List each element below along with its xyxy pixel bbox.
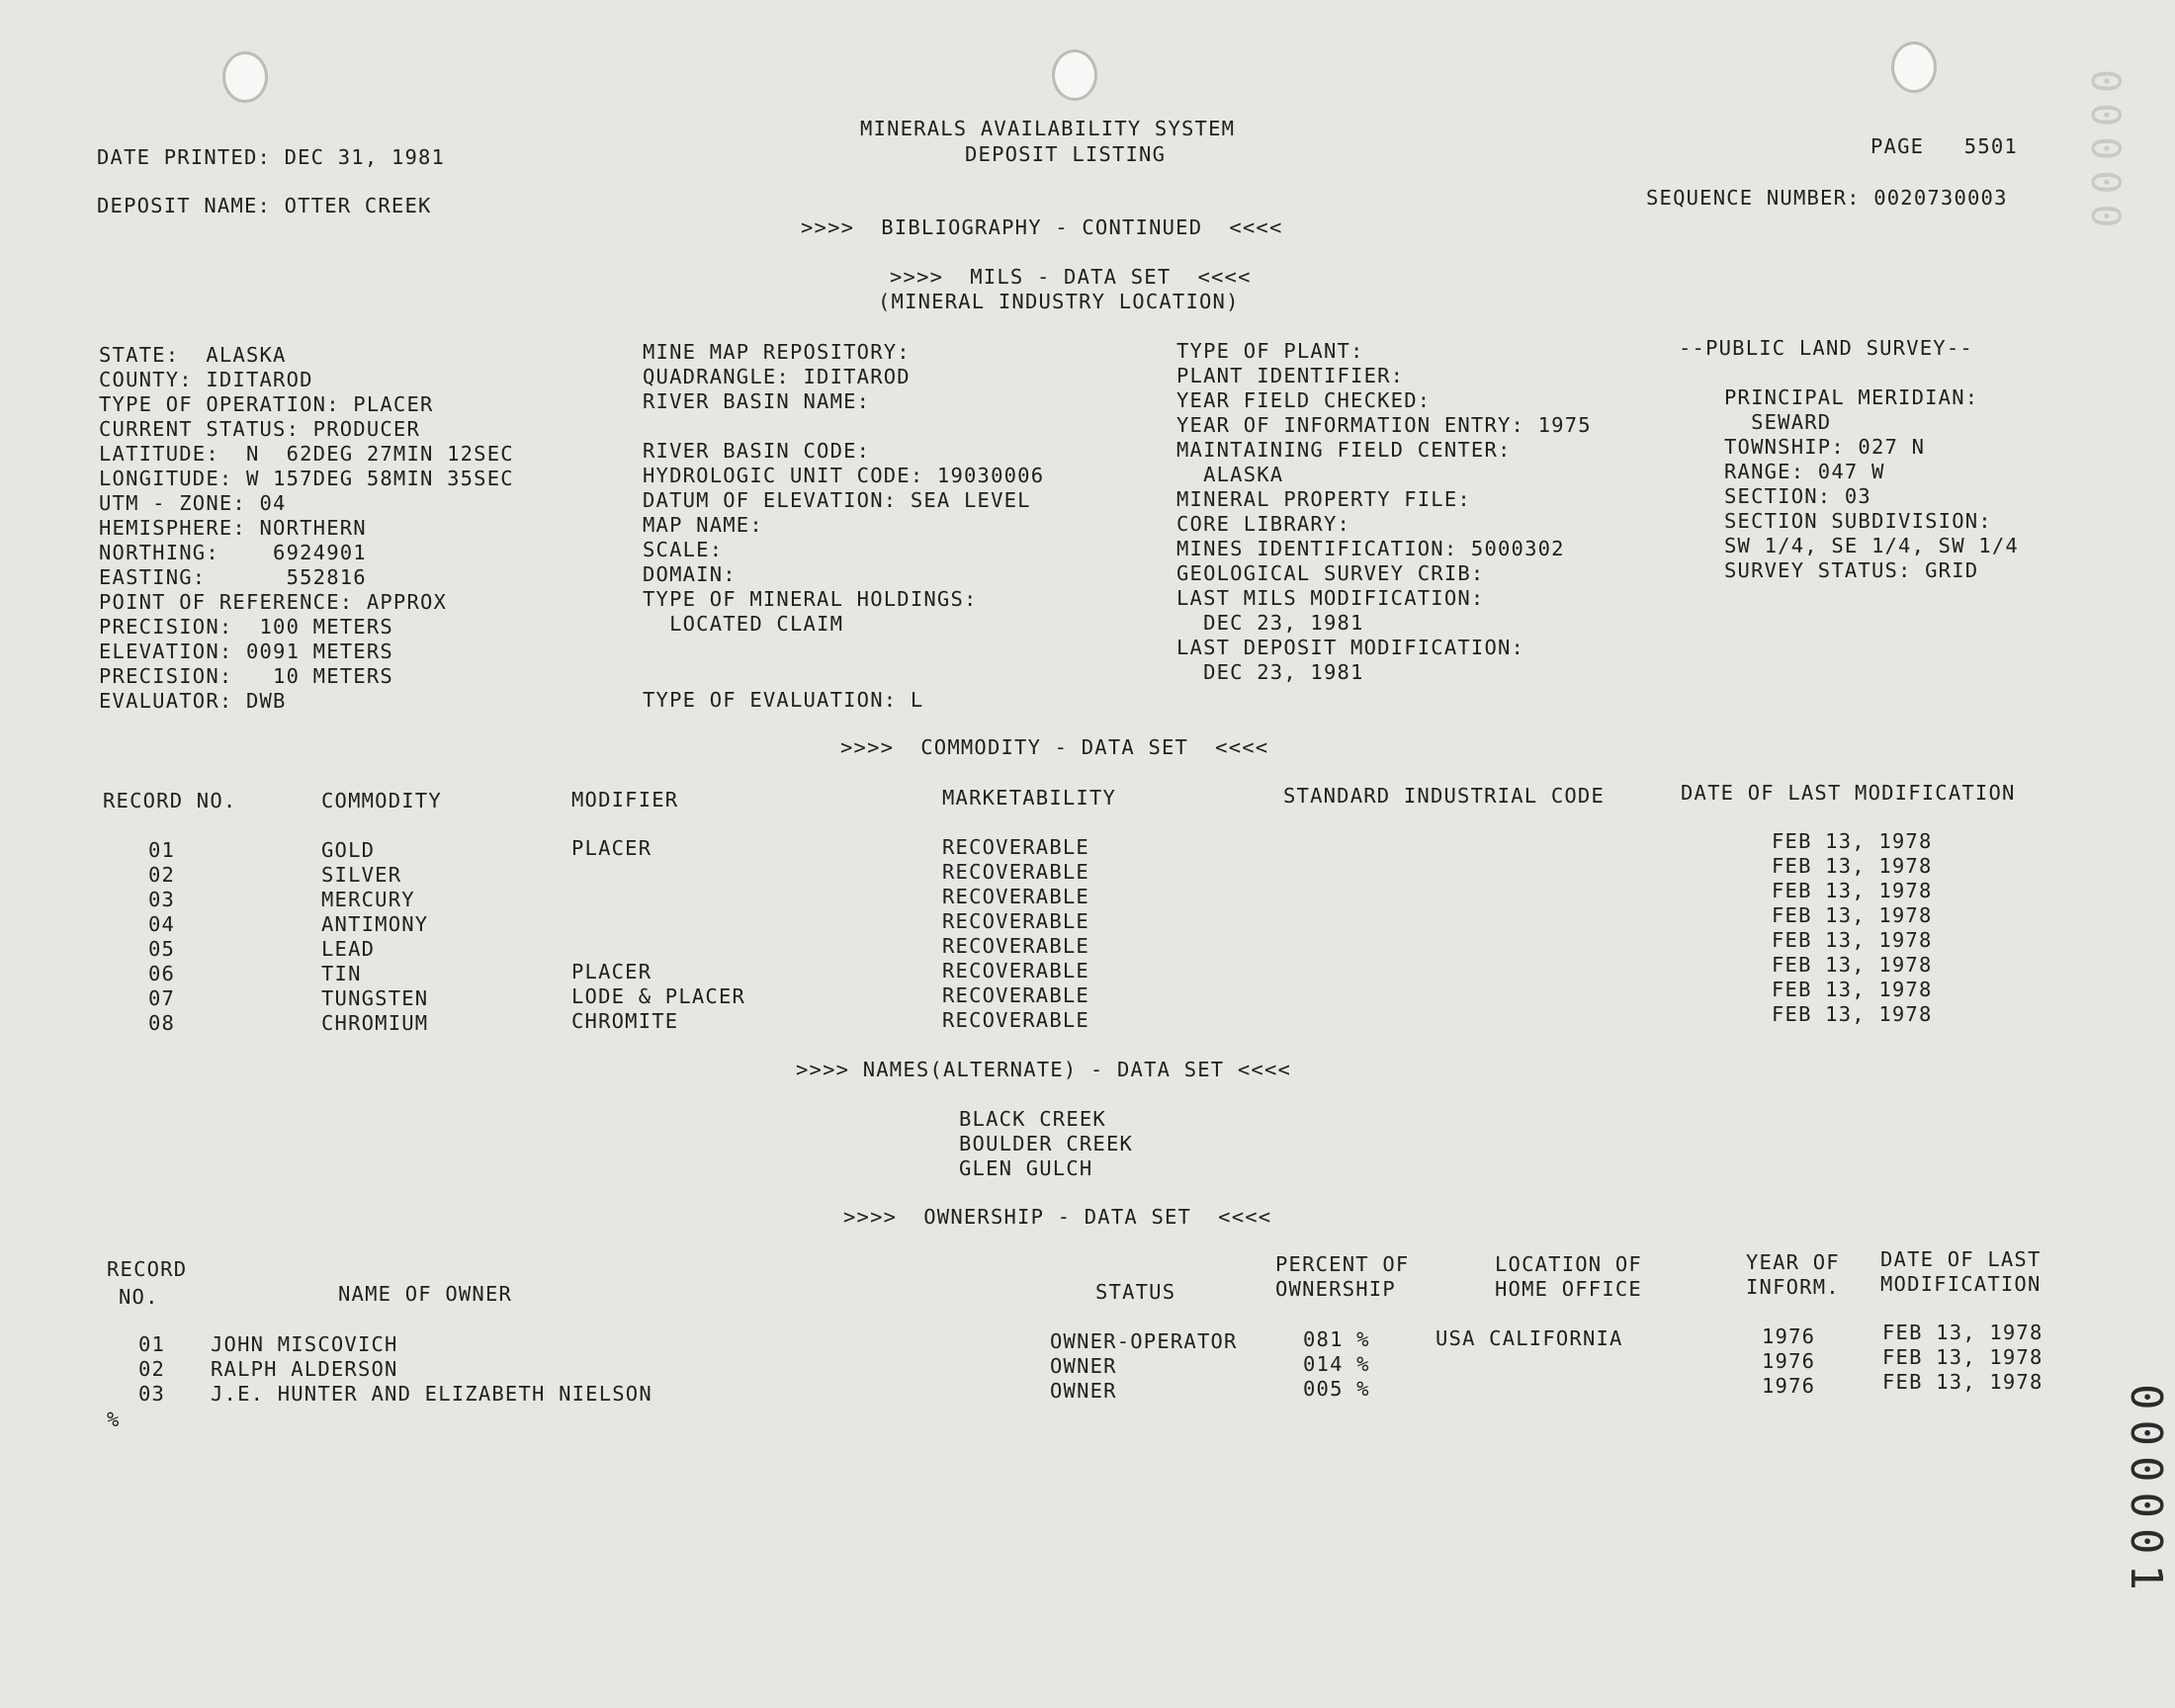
mils-field: QUADRANGLE: IDITAROD bbox=[643, 365, 911, 388]
table-cell: CHROMITE bbox=[571, 1009, 679, 1033]
table-cell: RECOVERABLE bbox=[942, 885, 1089, 908]
mils-field: LOCATED CLAIM bbox=[643, 612, 844, 636]
punch-hole-right bbox=[1891, 42, 1937, 93]
mils-field: MINE MAP REPOSITORY: bbox=[643, 340, 911, 364]
column-header: RECORD bbox=[107, 1257, 188, 1281]
mils-field: HEMISPHERE: NORTHERN bbox=[99, 516, 367, 540]
table-cell: CHROMIUM bbox=[321, 1011, 429, 1035]
mils-field: SECTION: 03 bbox=[1724, 484, 1871, 508]
mils-field: TYPE OF EVALUATION: L bbox=[643, 688, 924, 712]
mils-field: CORE LIBRARY: bbox=[1176, 512, 1351, 536]
mils-field: DOMAIN: bbox=[643, 562, 737, 586]
table-cell: RECOVERABLE bbox=[942, 835, 1089, 859]
table-cell: SILVER bbox=[321, 863, 402, 887]
mils-field: STATE: ALASKA bbox=[99, 343, 287, 367]
table-cell: RECOVERABLE bbox=[942, 959, 1089, 982]
mils-field: LAST DEPOSIT MODIFICATION: bbox=[1176, 636, 1525, 659]
mils-field: YEAR OF INFORMATION ENTRY: 1975 bbox=[1176, 413, 1592, 437]
table-cell: GOLD bbox=[321, 838, 376, 862]
table-cell: J.E. HUNTER AND ELIZABETH NIELSON bbox=[211, 1382, 652, 1406]
mils-field: SCALE: bbox=[643, 538, 724, 561]
mils-field: SECTION SUBDIVISION: bbox=[1724, 509, 1992, 533]
mils-field: SW 1/4, SE 1/4, SW 1/4 bbox=[1724, 534, 2019, 557]
punch-hole-center bbox=[1052, 49, 1097, 101]
table-cell: 014 % bbox=[1303, 1352, 1370, 1376]
list-item: BLACK CREEK bbox=[959, 1107, 1106, 1131]
table-cell: 08 bbox=[148, 1011, 176, 1035]
table-cell: 02 bbox=[138, 1357, 166, 1381]
table-cell: TIN bbox=[321, 962, 362, 985]
table-cell: 06 bbox=[148, 962, 176, 985]
table-cell: RALPH ALDERSON bbox=[211, 1357, 398, 1381]
mils-field: MINES IDENTIFICATION: 5000302 bbox=[1176, 537, 1565, 560]
table-cell: RECOVERABLE bbox=[942, 983, 1089, 1007]
mils-heading: >>>> MILS - DATA SET <<<< bbox=[890, 265, 1252, 289]
mils-field: YEAR FIELD CHECKED: bbox=[1176, 388, 1432, 412]
table-cell: USA CALIFORNIA bbox=[1436, 1326, 1623, 1350]
table-cell: JOHN MISCOVICH bbox=[211, 1332, 398, 1356]
punch-hole-left bbox=[222, 51, 268, 103]
table-cell: FEB 13, 1978 bbox=[1772, 978, 1933, 1001]
table-cell: FEB 13, 1978 bbox=[1882, 1321, 2044, 1344]
mils-field: TYPE OF OPERATION: PLACER bbox=[99, 392, 434, 416]
table-cell: PLACER bbox=[571, 960, 652, 983]
table-cell: 01 bbox=[138, 1332, 166, 1356]
list-item: GLEN GULCH bbox=[959, 1156, 1093, 1180]
table-cell: FEB 13, 1978 bbox=[1772, 1002, 1933, 1026]
mils-field: MAINTAINING FIELD CENTER: bbox=[1176, 438, 1512, 462]
mils-field: COUNTY: IDITAROD bbox=[99, 368, 313, 391]
mils-field: MAP NAME: bbox=[643, 513, 763, 537]
table-cell: 04 bbox=[148, 912, 176, 936]
mils-field: ALASKA bbox=[1176, 463, 1284, 486]
document-title: MINERALS AVAILABILITY SYSTEM bbox=[860, 117, 1236, 140]
document-subtitle: DEPOSIT LISTING bbox=[965, 142, 1167, 166]
mils-field: TYPE OF PLANT: bbox=[1176, 339, 1364, 363]
mils-field: MINERAL PROPERTY FILE: bbox=[1176, 487, 1471, 511]
table-cell: FEB 13, 1978 bbox=[1772, 903, 1933, 927]
column-header: STANDARD INDUSTRIAL CODE bbox=[1283, 784, 1606, 808]
table-cell: 05 bbox=[148, 937, 176, 961]
column-header: MARKETABILITY bbox=[942, 786, 1117, 810]
mils-field: TYPE OF MINERAL HOLDINGS: bbox=[643, 587, 978, 611]
table-cell: LEAD bbox=[321, 937, 376, 961]
mils-field: DEC 23, 1981 bbox=[1176, 660, 1364, 684]
commodity-heading: >>>> COMMODITY - DATA SET <<<< bbox=[840, 735, 1269, 759]
mils-field: PRINCIPAL MERIDIAN: bbox=[1724, 385, 1979, 409]
table-cell: 1976 bbox=[1762, 1349, 1816, 1373]
table-cell: OWNER-OPERATOR bbox=[1050, 1329, 1238, 1353]
column-header: MODIFIER bbox=[571, 788, 679, 811]
column-header: OWNERSHIP bbox=[1275, 1277, 1396, 1301]
table-cell: PLACER bbox=[571, 836, 652, 860]
column-header: STATUS bbox=[1095, 1280, 1176, 1304]
column-header: HOME OFFICE bbox=[1495, 1277, 1642, 1301]
mils-field: RIVER BASIN CODE: bbox=[643, 439, 871, 463]
mils-subheading: (MINERAL INDUSTRY LOCATION) bbox=[878, 290, 1240, 313]
table-cell: ANTIMONY bbox=[321, 912, 429, 936]
column-header: YEAR OF bbox=[1746, 1250, 1840, 1274]
mils-field: SURVEY STATUS: GRID bbox=[1724, 558, 1979, 582]
column-header: RECORD NO. bbox=[103, 789, 237, 812]
table-cell: RECOVERABLE bbox=[942, 860, 1089, 884]
mils-field: HYDROLOGIC UNIT CODE: 19030006 bbox=[643, 464, 1045, 487]
table-cell: OWNER bbox=[1050, 1379, 1117, 1403]
page-number: PAGE 5501 bbox=[1870, 134, 2018, 158]
table-cell: FEB 13, 1978 bbox=[1772, 879, 1933, 902]
mils-field: LONGITUDE: W 157DEG 58MIN 35SEC bbox=[99, 467, 514, 490]
table-cell: FEB 13, 1978 bbox=[1882, 1370, 2044, 1394]
table-cell: FEB 13, 1978 bbox=[1772, 829, 1933, 853]
mils-field: CURRENT STATUS: PRODUCER bbox=[99, 417, 421, 441]
column-header: NO. bbox=[119, 1285, 159, 1309]
mils-field: NORTHING: 6924901 bbox=[99, 541, 367, 564]
deposit-name: DEPOSIT NAME: OTTER CREEK bbox=[97, 194, 432, 217]
table-cell: LODE & PLACER bbox=[571, 984, 746, 1008]
mils-field: EASTING: 552816 bbox=[99, 565, 367, 589]
mils-field: RIVER BASIN NAME: bbox=[643, 389, 871, 413]
mils-field: PRECISION: 10 METERS bbox=[99, 664, 393, 688]
table-cell: RECOVERABLE bbox=[942, 1008, 1089, 1032]
list-item: BOULDER CREEK bbox=[959, 1132, 1134, 1155]
mils-field: UTM - ZONE: 04 bbox=[99, 491, 287, 515]
mils-field: LATITUDE: N 62DEG 27MIN 12SEC bbox=[99, 442, 514, 466]
column-header: DATE OF LAST MODIFICATION bbox=[1681, 781, 2016, 805]
table-cell: 01 bbox=[148, 838, 176, 862]
table-cell: 07 bbox=[148, 986, 176, 1010]
faint-stamp-mark: 00000 bbox=[2082, 69, 2128, 238]
sequence-number: SEQUENCE NUMBER: 0020730003 bbox=[1646, 186, 2008, 210]
mils-field: PRECISION: 100 METERS bbox=[99, 615, 393, 639]
table-cell: RECOVERABLE bbox=[942, 934, 1089, 958]
table-cell: FEB 13, 1978 bbox=[1772, 953, 1933, 977]
table-cell: 03 bbox=[138, 1382, 166, 1406]
table-cell: 1976 bbox=[1762, 1374, 1816, 1398]
ownership-heading: >>>> OWNERSHIP - DATA SET <<<< bbox=[843, 1205, 1272, 1229]
table-cell: 005 % bbox=[1303, 1377, 1370, 1401]
names-heading: >>>> NAMES(ALTERNATE) - DATA SET <<<< bbox=[796, 1058, 1292, 1081]
bibliography-heading: >>>> BIBLIOGRAPHY - CONTINUED <<<< bbox=[801, 215, 1283, 239]
mils-field: LAST MILS MODIFICATION: bbox=[1176, 586, 1485, 610]
column-header: MODIFICATION bbox=[1880, 1272, 2042, 1296]
table-cell: RECOVERABLE bbox=[942, 909, 1089, 933]
mils-field: DEC 23, 1981 bbox=[1176, 611, 1364, 635]
table-cell: TUNGSTEN bbox=[321, 986, 429, 1010]
mils-field: DATUM OF ELEVATION: SEA LEVEL bbox=[643, 488, 1031, 512]
table-cell: FEB 13, 1978 bbox=[1882, 1345, 2044, 1369]
public-land-survey-heading: --PUBLIC LAND SURVEY-- bbox=[1679, 336, 1973, 360]
table-cell: OWNER bbox=[1050, 1354, 1117, 1378]
column-header: COMMODITY bbox=[321, 789, 442, 812]
end-of-record-mark: % bbox=[107, 1408, 121, 1431]
table-cell: MERCURY bbox=[321, 888, 415, 911]
table-cell: 1976 bbox=[1762, 1324, 1816, 1348]
mils-field: TOWNSHIP: 027 N bbox=[1724, 435, 1926, 459]
date-printed: DATE PRINTED: DEC 31, 1981 bbox=[97, 145, 446, 169]
mils-field: RANGE: 047 W bbox=[1724, 460, 1885, 483]
column-header: DATE OF LAST bbox=[1880, 1247, 2042, 1271]
table-cell: 081 % bbox=[1303, 1327, 1370, 1351]
mils-field: ELEVATION: 0091 METERS bbox=[99, 640, 393, 663]
table-cell: 02 bbox=[148, 863, 176, 887]
table-cell: FEB 13, 1978 bbox=[1772, 854, 1933, 878]
column-header: NAME OF OWNER bbox=[338, 1282, 513, 1306]
table-cell: 03 bbox=[148, 888, 176, 911]
mils-field: PLANT IDENTIFIER: bbox=[1176, 364, 1405, 387]
mils-field: GEOLOGICAL SURVEY CRIB: bbox=[1176, 561, 1485, 585]
column-header: LOCATION OF bbox=[1495, 1252, 1642, 1276]
mils-field: POINT OF REFERENCE: APPROX bbox=[99, 590, 448, 614]
table-cell: FEB 13, 1978 bbox=[1772, 928, 1933, 952]
mils-field: EVALUATOR: DWB bbox=[99, 689, 287, 713]
column-header: PERCENT OF bbox=[1275, 1252, 1410, 1276]
frame-number-stamp: 000001 bbox=[2121, 1384, 2171, 1600]
column-header: INFORM. bbox=[1746, 1275, 1840, 1299]
mils-field: SEWARD bbox=[1724, 410, 1832, 434]
